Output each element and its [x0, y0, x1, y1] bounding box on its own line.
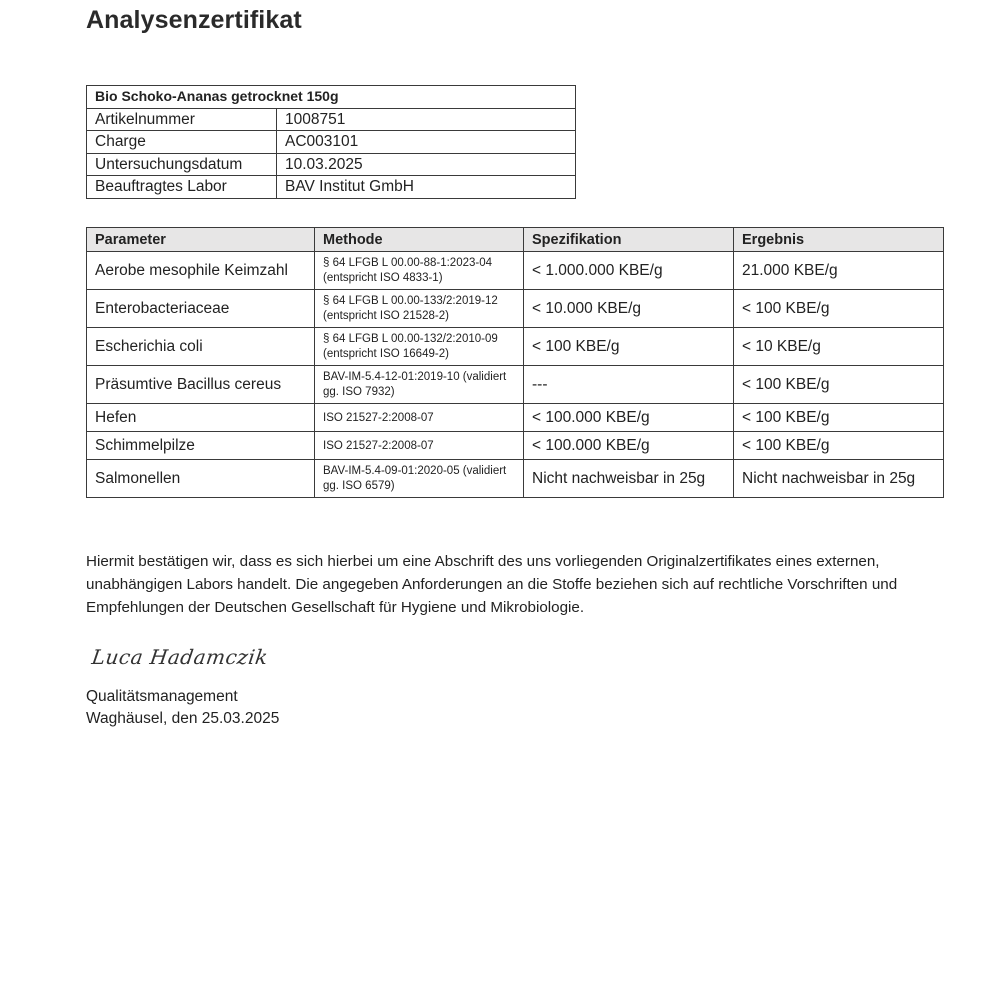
- specification-cell: ---: [524, 366, 734, 404]
- table-row: [87, 252, 944, 290]
- page-title: Analysenzertifikat: [86, 6, 302, 34]
- method-cell: § 64 LFGB L 00.00-133/2:2019-12 (entspricht ISO 21528-2): [315, 290, 524, 328]
- method-cell: ISO 21527-2:2008-07: [315, 432, 524, 460]
- header-specification: Spezifikation: [524, 228, 734, 252]
- results-table: [86, 227, 944, 498]
- confirmation-statement: Hiermit bestätigen wir, dass es sich hierbei um eine Abschrift des uns vorliegenden Originalzertifikates eines externen, unabhängigen Labors handelt. Die angegeben Anforderungen an die Stoffe beziehen sich auf rechtliche Vorschriften und Empfehlungen der Deutschen Gesellschaft für Hygiene und Mikrobiologie.: [86, 553, 898, 616]
- info-value: 1008751: [277, 108, 576, 131]
- info-value: AC003101: [277, 131, 576, 154]
- header-parameter: Parameter: [87, 228, 315, 252]
- result-cell: < 100 KBE/g: [734, 432, 944, 460]
- parameter-cell: Enterobacteriaceae: [87, 290, 315, 328]
- header-method: Methode: [315, 228, 524, 252]
- method-cell: ISO 21527-2:2008-07: [315, 404, 524, 432]
- table-row: [87, 366, 944, 404]
- result-cell: < 100 KBE/g: [734, 290, 944, 328]
- parameter-cell: Aerobe mesophile Keimzahl: [87, 252, 315, 290]
- info-value: BAV Institut GmbH: [277, 176, 576, 199]
- place-and-date: Waghäusel, den 25.03.2025: [86, 710, 280, 727]
- specification-cell: < 1.000.000 KBE/g: [524, 252, 734, 290]
- parameter-cell: Escherichia coli: [87, 328, 315, 366]
- specification-cell: < 100 KBE/g: [524, 328, 734, 366]
- product-info-row: [87, 108, 576, 131]
- handwritten-signature: Luca Hadamczik: [90, 645, 270, 669]
- parameter-cell: Präsumtive Bacillus cereus: [87, 366, 315, 404]
- result-cell: < 100 KBE/g: [734, 366, 944, 404]
- info-label: Untersuchungsdatum: [87, 153, 277, 176]
- product-info-row: [87, 153, 576, 176]
- header-result: Ergebnis: [734, 228, 944, 252]
- info-label: Artikelnummer: [87, 108, 277, 131]
- signatory-block: [86, 686, 279, 730]
- result-cell: 21.000 KBE/g: [734, 252, 944, 290]
- product-info-row: [87, 131, 576, 154]
- product-name: Bio Schoko-Ananas getrocknet 150g: [87, 86, 576, 109]
- product-name-row: [87, 86, 576, 109]
- info-value: 10.03.2025: [277, 153, 576, 176]
- method-cell: BAV-IM-5.4-12-01:2019-10 (validiert gg. ISO 7932): [315, 366, 524, 404]
- table-row: [87, 460, 944, 498]
- parameter-cell: Schimmelpilze: [87, 432, 315, 460]
- method-cell: § 64 LFGB L 00.00-132/2:2010-09 (entspricht ISO 16649-2): [315, 328, 524, 366]
- result-cell: < 10 KBE/g: [734, 328, 944, 366]
- method-cell: BAV-IM-5.4-09-01:2020-05 (validiert gg. ISO 6579): [315, 460, 524, 498]
- parameter-cell: Hefen: [87, 404, 315, 432]
- info-label: Charge: [87, 131, 277, 154]
- result-cell: < 100 KBE/g: [734, 404, 944, 432]
- parameter-cell: Salmonellen: [87, 460, 315, 498]
- table-row: [87, 290, 944, 328]
- method-cell: § 64 LFGB L 00.00-88-1:2023-04 (entspricht ISO 4833-1): [315, 252, 524, 290]
- specification-cell: < 10.000 KBE/g: [524, 290, 734, 328]
- specification-cell: Nicht nachweisbar in 25g: [524, 460, 734, 498]
- product-info-row: [87, 176, 576, 199]
- table-row: [87, 328, 944, 366]
- specification-cell: < 100.000 KBE/g: [524, 432, 734, 460]
- result-cell: Nicht nachweisbar in 25g: [734, 460, 944, 498]
- table-row: [87, 432, 944, 460]
- info-label: Beauftragtes Labor: [87, 176, 277, 199]
- product-info-table: [86, 85, 576, 199]
- table-row: [87, 404, 944, 432]
- specification-cell: < 100.000 KBE/g: [524, 404, 734, 432]
- signatory-role: Qualitätsmanagement: [86, 688, 238, 705]
- table-header-row: [87, 228, 944, 252]
